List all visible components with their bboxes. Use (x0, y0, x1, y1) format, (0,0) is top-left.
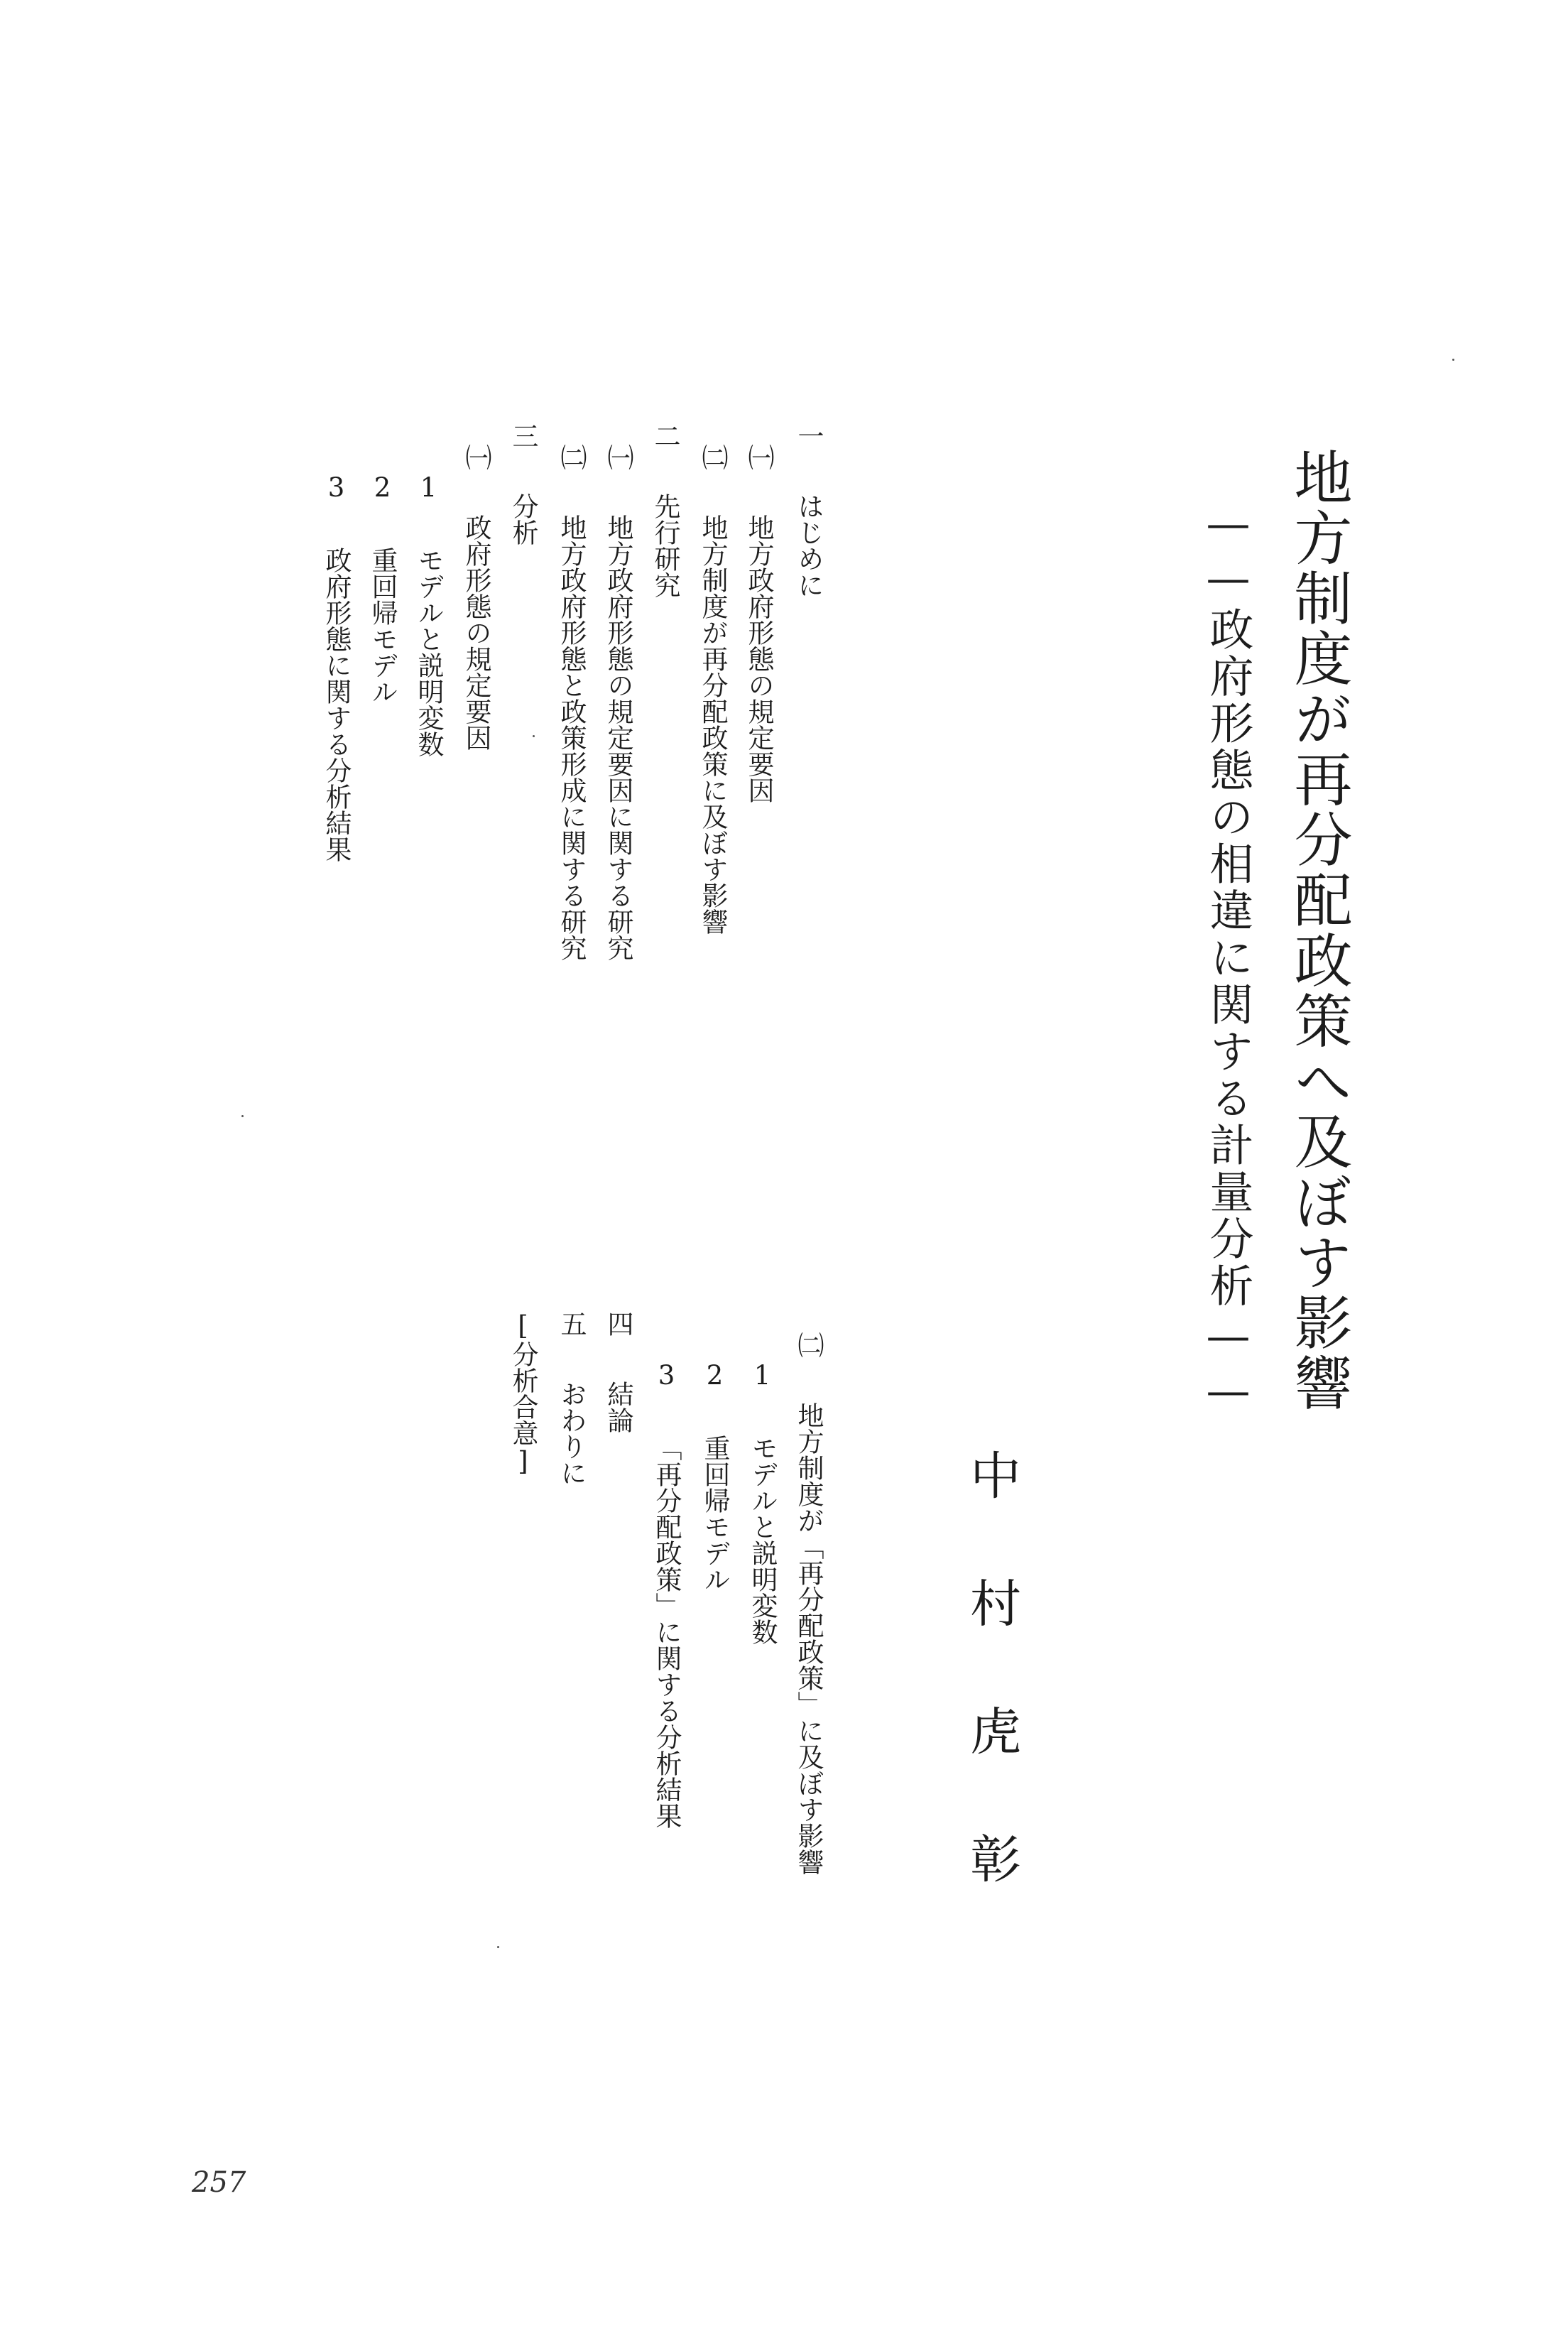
toc-label: [分析合意] (508, 1310, 538, 1477)
article-subtitle: ——政府形態の相違に関する計量分析—— (1202, 497, 1254, 1419)
toc-item (605, 444, 631, 961)
toc-label: はじめに (793, 493, 824, 598)
toc-label: モデルと説明変数 (413, 547, 444, 757)
toc-item (653, 1360, 680, 1829)
scan-speck (241, 1115, 244, 1117)
toc-number: ㈠ (603, 444, 633, 470)
toc-number: 1 (413, 472, 444, 503)
toc-label: 地方政府形態の規定要因 (744, 514, 774, 803)
article-title: 地方制度が再分配政策へ及ぼす影響 (1285, 447, 1352, 1413)
scan-speck (533, 735, 535, 737)
toc-label: おわりに (556, 1381, 587, 1486)
toc-label: 先行研究 (650, 493, 680, 598)
toc-number: 二 (650, 423, 680, 449)
toc-item (795, 423, 822, 598)
toc-item (369, 472, 396, 705)
page-number: 257 (192, 2166, 246, 2199)
toc-item (699, 1360, 730, 1592)
toc-item (510, 1310, 536, 1477)
toc-label: 政府形態の規定要因 (461, 514, 491, 751)
toc-label: 地方制度が再分配政策に及ぼす影響 (697, 514, 728, 935)
toc-item (556, 1310, 587, 1486)
toc-number: 一 (793, 423, 824, 449)
toc-number: ㈠ (461, 444, 491, 470)
toc-item (415, 472, 442, 757)
toc-item (556, 444, 587, 961)
toc-label: 分析 (508, 493, 538, 545)
toc-number: 2 (699, 1360, 730, 1391)
toc-number: 3 (321, 472, 352, 503)
toc-label: 地方政府形態の規定要因に関する研究 (603, 514, 633, 961)
toc-item (510, 423, 536, 545)
toc-item (605, 1310, 631, 1433)
toc-number: 三 (508, 423, 538, 449)
scan-speck (1452, 359, 1454, 361)
toc-number: 五 (556, 1310, 587, 1337)
toc-label: モデルと説明変数 (747, 1435, 778, 1645)
toc-item (321, 472, 352, 862)
toc-item (699, 444, 726, 935)
toc-number: 四 (603, 1310, 633, 1337)
toc-number: ㈡ (697, 444, 728, 470)
toc-number: ㈡ (793, 1332, 824, 1358)
toc-label: 地方政府形態と政策形成に関する研究 (556, 514, 587, 961)
toc-number: 3 (651, 1360, 682, 1391)
toc-label: 地方制度が「再分配政策」に及ぼす影響 (793, 1402, 824, 1875)
toc-item (747, 1360, 778, 1645)
scan-speck (497, 1946, 499, 1948)
toc-number: ㈠ (744, 444, 774, 470)
toc-item (746, 444, 772, 803)
toc-number: ㈡ (556, 444, 587, 470)
toc-item (795, 1332, 822, 1875)
toc-number: 2 (367, 472, 398, 503)
toc-label: 結論 (603, 1381, 633, 1433)
toc-label: 重回帰モデル (367, 547, 398, 705)
toc-item (463, 444, 489, 751)
toc-label: 重回帰モデル (699, 1435, 730, 1592)
toc-item (652, 423, 678, 598)
author-name: 中村虎彰 (962, 1449, 1021, 1960)
toc-label: 「再分配政策」に関する分析結果 (651, 1435, 682, 1829)
toc-number: 1 (747, 1360, 778, 1391)
toc-label: 政府形態に関する分析結果 (321, 547, 352, 862)
